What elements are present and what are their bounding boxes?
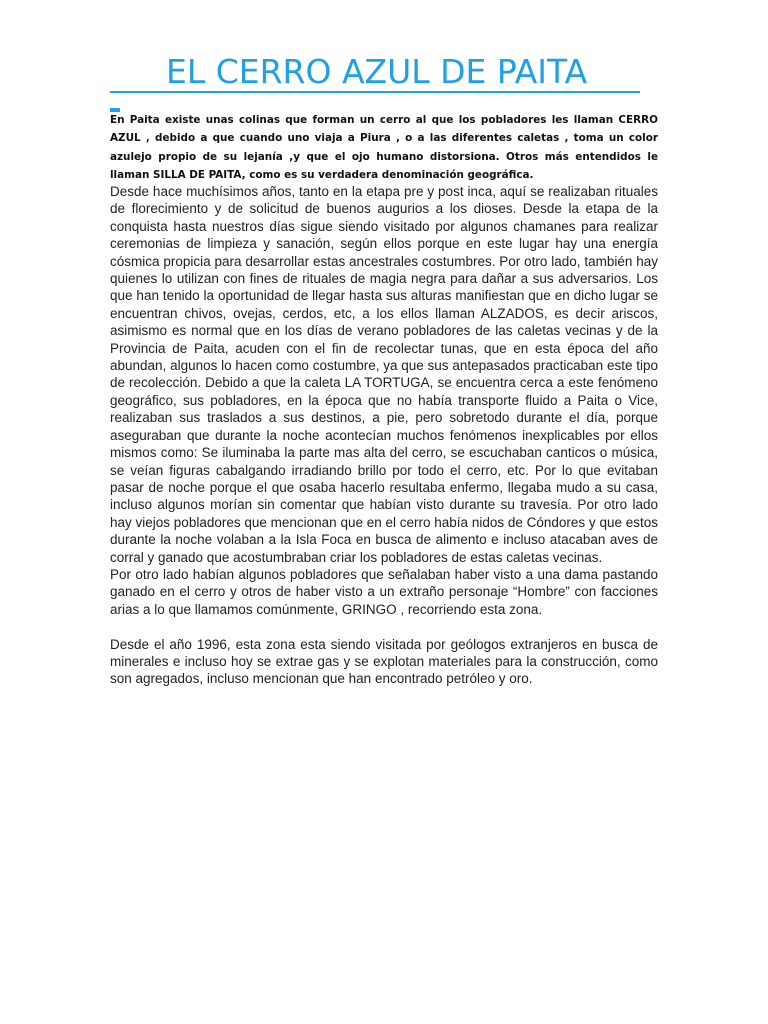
document-title: EL CERRO AZUL DE PAITA xyxy=(166,52,588,91)
body-paragraph-1: Desde hace muchísimos años, tanto en la etapa pre y post inca, aquí se realizaban rituales de florecimiento y de solicitud de buenos augurios a los dioses. Desde la etapa de la conquista hasta nuestros días sigue siendo visitado por algunos chamanes para realizar ceremonias de limpieza y sanación, según ellos porque en este lugar hay una energía cósmica propicia para desarrollar estas ancestrales costumbres. Por otro lado, también hay quienes lo utilizan con fines de rituales de magia negra para dañar a sus adversarios. Los que han tenido la oportunidad de llegar hasta sus alturas manifiestan que en dicho lugar se encuentran chivos, ovejas, cerdos, etc, a los ellos llaman ALZADOS, es decir ariscos, asimismo es normal que en los días de verano pobladores de las caletas vecinas y de la Provincia de Paita, acuden con el fin de recolectar tunas, que en esta época del año abundan, algunos lo hacen como costumbre, ya que sus antepasados practicaban este tipo de recolección. Debido a que la caleta LA TORTUGA, se encuentra cerca a este fenómeno geográfico, sus pobladores, en la época que no había transporte fluido a Paita o Vice, realizaban sus traslados a sus destinos, a pie, pero sobretodo durante el día, porque aseguraban que durante la noche acontecían muchos fenómenos inexplicables por ellos mismos como: Se iluminaba la parte mas alta del cerro, se escuchaban canticos o música, se veían figuras cabalgando irradiando brillo por todo el cerro, etc. Por lo que evitaban pasar de noche porque el que osaba hacerlo resultaba enfermo, llegaba mudo a su casa, incluso algunos morían sin comentar que habían visto durante su travesía. Por otro lado hay viejos pobladores que mencionan que en el cerro había nidos de Cóndores y que estos durante la noche volaban a la Isla Foca en busca de alimento e incluso atacaban aves de corral y ganado que acostumbraban criar los pobladores de estas caletas vecinas. xyxy=(110,184,658,565)
intro-paragraph: En Paita existe unas colinas que forman un cerro al que los pobladores les llaman CERRO AZUL , debido a que cuando uno viaja a Piura , o a las diferentes caletas , toma un color azulejo propio de su lejanía ,y que el ojo humano distorsiona. Otros más entendidos le llaman SILLA DE PAITA, como es su verdadera denominación geográfica. xyxy=(110,114,658,182)
body-paragraph-2: Por otro lado habían algunos pobladores que señalaban haber visto a una dama pastando ganado en el cerro y otros de haber visto a un extraño personaje “Hombre” con facciones arias a lo que llamamos comúnmente, GRINGO , recorriendo esta zona. xyxy=(110,566,658,617)
body-text xyxy=(110,183,658,688)
body-paragraph-3: Desde el año 1996, esta zona esta siendo visitada por geólogos extranjeros en busca de minerales e incluso hoy se extrae gas y se explotan materiales para la construcción, como son agregados, incluso mencionan que han encontrado petróleo y oro. xyxy=(110,636,658,687)
title-underline xyxy=(110,91,640,93)
